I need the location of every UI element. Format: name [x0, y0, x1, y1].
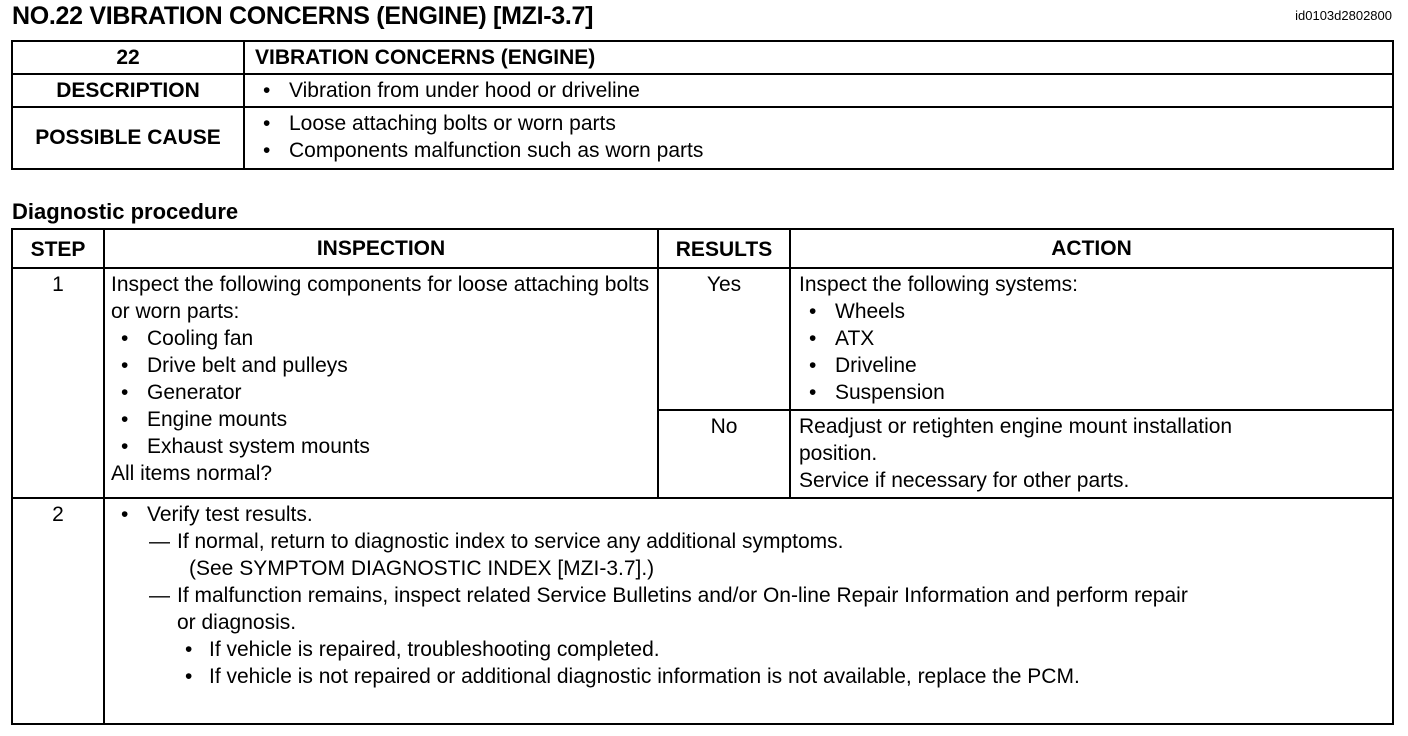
- malfunction-instruction: — If malfunction remains, inspect related Service Bulletins and/or On-line Repair Information and perform repair: [111, 582, 1386, 609]
- system-item: • Wheels: [799, 298, 1384, 325]
- step1-inspection: [104, 268, 658, 498]
- description-item: • Vibration from under hood or driveline: [255, 77, 1392, 104]
- not-repaired-item: • If vehicle is not repaired or additional diagnostic information is not available, replace the PCM.: [111, 663, 1386, 690]
- summary-header-row: [12, 41, 1393, 74]
- col-action: ACTION: [790, 229, 1393, 268]
- cause-item: • Loose attaching bolts or worn parts: [255, 110, 1392, 137]
- document-id: id0103d2802800: [1295, 8, 1392, 23]
- normal-instruction: — If normal, return to diagnostic index to service any additional symptoms.: [111, 528, 1386, 555]
- system-item: • Driveline: [799, 352, 1384, 379]
- description-row: [12, 74, 1393, 107]
- system-item: • Suspension: [799, 379, 1384, 406]
- inspection-intro: Inspect the following components for loose attaching bolts or worn parts:: [111, 273, 650, 323]
- action-yes-intro: Inspect the following systems:: [799, 273, 1078, 296]
- symptom-name: VIBRATION CONCERNS (ENGINE): [244, 41, 1393, 74]
- col-inspection: INSPECTION: [104, 229, 658, 268]
- see-reference: (See SYMPTOM DIAGNOSTIC INDEX [MZI-3.7].): [189, 557, 655, 580]
- component-item: • Cooling fan: [111, 325, 651, 352]
- action-no: [790, 410, 1393, 498]
- result-no: No: [658, 410, 790, 498]
- page-title: NO.22 VIBRATION CONCERNS (ENGINE) [MZI-3.7]: [12, 2, 594, 30]
- component-item: • Generator: [111, 379, 651, 406]
- summary-table: [11, 40, 1394, 170]
- repaired-item: • If vehicle is repaired, troubleshooting completed.: [111, 636, 1386, 663]
- verify-item: • Verify test results.: [111, 501, 1386, 528]
- component-item: • Engine mounts: [111, 406, 651, 433]
- action-no-line: Readjust or retighten engine mount installation: [799, 415, 1233, 438]
- component-item: • Exhaust system mounts: [111, 433, 651, 460]
- col-step: STEP: [12, 229, 104, 268]
- cause-item: • Components malfunction such as worn parts: [255, 137, 1392, 164]
- possible-cause-label: POSSIBLE CAUSE: [12, 107, 244, 169]
- step2-content: [104, 498, 1393, 724]
- symptom-number: 22: [12, 41, 244, 74]
- step-number: 2: [12, 498, 104, 724]
- system-item: • ATX: [799, 325, 1384, 352]
- possible-cause-row: [12, 107, 1393, 169]
- step2-row: [12, 498, 1393, 724]
- action-yes: [790, 268, 1393, 410]
- action-no-line: Service if necessary for other parts.: [799, 469, 1130, 492]
- description-label: DESCRIPTION: [12, 74, 244, 107]
- inspection-question: All items normal?: [111, 462, 273, 485]
- result-yes: Yes: [658, 268, 790, 410]
- component-item: • Drive belt and pulleys: [111, 352, 651, 379]
- diagnostic-header-row: [12, 229, 1393, 268]
- malfunction-instruction-cont: or diagnosis.: [177, 611, 297, 634]
- possible-cause-cell: [244, 107, 1393, 169]
- section-heading: Diagnostic procedure: [12, 199, 239, 224]
- action-no-line: position.: [799, 442, 878, 465]
- col-results: RESULTS: [658, 229, 790, 268]
- description-cell: [244, 74, 1393, 107]
- diagnostic-table: [11, 228, 1394, 725]
- step-number: 1: [12, 268, 104, 498]
- step1-yes-row: [12, 268, 1393, 410]
